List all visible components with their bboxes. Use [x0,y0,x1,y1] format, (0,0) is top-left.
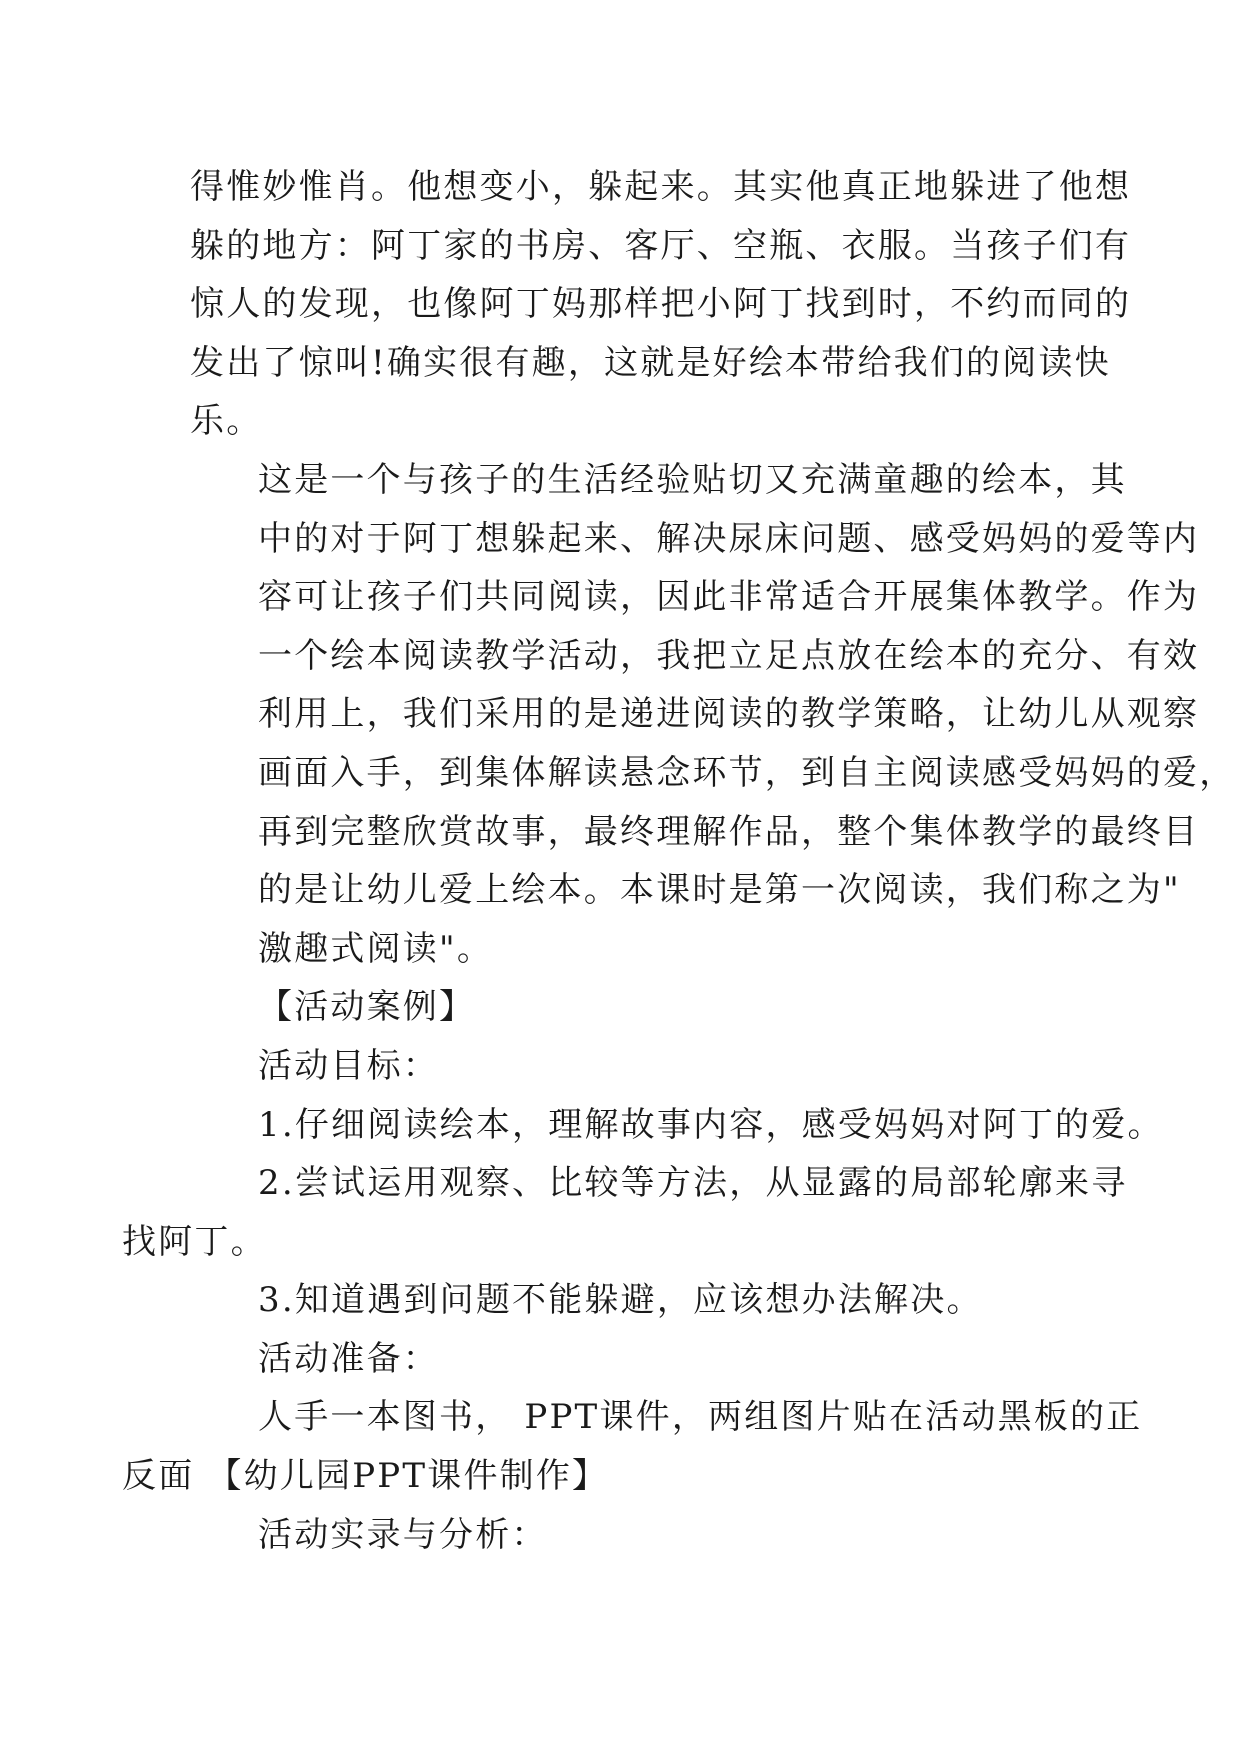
goal-item-3 [190,1271,1052,1330]
text-line: 找阿丁。 [122,1221,267,1262]
text-line: 活动实录与分析： [258,1514,548,1555]
text-line: 激趣式阅读"。 [258,928,494,969]
text-line: 发出了惊叫!确实很有趣，这就是好绘本带给我们的阅读快 [190,342,1111,383]
text-line: 得惟妙惟肖。他想变小，躲起来。其实他真正地躲进了他想 [190,167,1132,207]
text-line: 惊人的发现，也像阿丁妈那样把小阿丁找到时，不约而同的 [190,284,1132,325]
text-line: 的是让幼儿爱上绘本。本课时是第一次阅读，我们称之为" [258,870,1181,911]
paragraph-teaching-approach [190,451,1236,978]
heading-activity-goals [190,1037,1052,1096]
text-line: 活动目标： [258,1045,439,1086]
heading-activity-preparation [190,1330,1052,1389]
text-line: 中的对于阿丁想躲起来、解决尿床问题、感受妈妈的爱等内 [258,518,1200,559]
text-line: 【活动案例】 [258,987,476,1028]
paragraph-story-summary [190,158,1132,451]
section-heading-activity-case [190,978,1052,1037]
text-line: 反面 【幼儿园PPT课件制作】 [122,1456,609,1497]
text-line: 躲的地方：阿丁家的书房、客厅、空瓶、衣服。当孩子们有 [190,225,1132,266]
text-line: 这是一个与孩子的生活经验贴切又充满童趣的绘本，其 [258,459,1127,500]
text-line: 再到完整欣赏故事，最终理解作品，整个集体教学的最终目 [258,811,1200,852]
text-line: 3.知道遇到问题不能躲避，应该想办法解决。 [258,1280,983,1321]
text-line: 乐。 [190,401,263,442]
text-line: 1.仔细阅读绘本，理解故事内容，感受妈妈对阿丁的爱。 [258,1104,1164,1145]
text-line: 一个绘本阅读教学活动，我把立足点放在绘本的充分、有效 [258,635,1200,676]
text-line: 容可让孩子们共同阅读，因此非常适合开展集体教学。作为 [258,577,1200,618]
goal-item-2 [122,1154,1128,1271]
text-line: 画面入手，到集体解读悬念环节，到自主阅读感受妈妈的爱， [258,752,1236,793]
goal-item-1 [190,1096,1164,1155]
text-line: 利用上，我们采用的是递进阅读的教学策略，让幼儿从观察 [258,694,1200,735]
preparation-text [122,1388,1143,1505]
text-line: 人手一本图书， PPT课件，两组图片贴在活动黑板的正 [258,1397,1143,1438]
heading-activity-record [190,1506,1052,1565]
document-page [122,158,1236,1564]
text-line: 2.尝试运用观察、比较等方法，从显露的局部轮廓来寻 [258,1163,1128,1204]
text-line: 活动准备： [258,1338,439,1379]
